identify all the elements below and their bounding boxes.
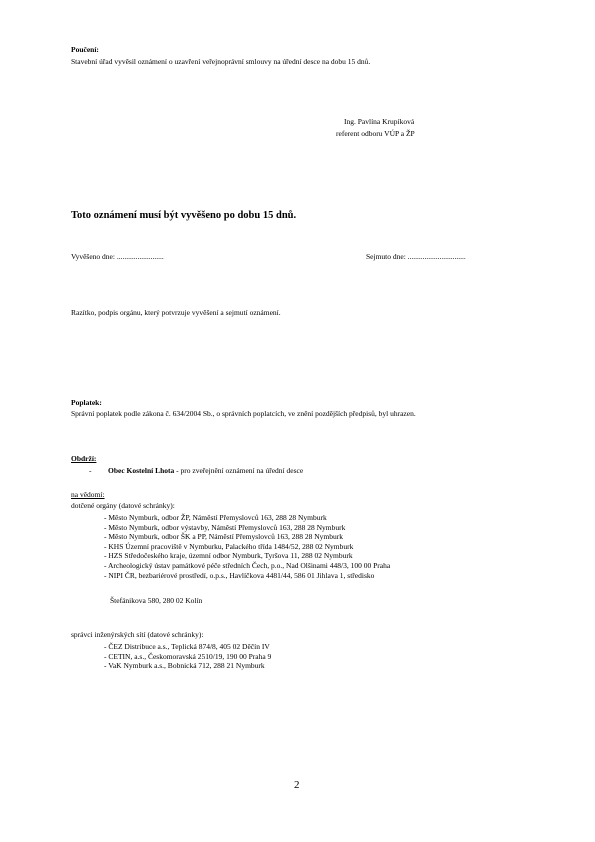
obdrzi-item [108, 466, 303, 476]
stamp-note: Razítko, podpis orgánu, který potvrzuje vyvěšení a sejmutí oznámení. [71, 308, 281, 317]
list-item: - KHS Územní pracoviště v Nymburku, Palackého třída 1484/52, 288 02 Nymburk [104, 541, 354, 551]
spravci-list [104, 642, 271, 671]
poplatek-title: Poplatek: [71, 398, 102, 407]
list-item: - CETIN, a.s., Českomoravská 2510/19, 190 00 Praha 9 [104, 651, 272, 661]
obdrzi-item-purpose: - pro zveřejnění oznámení na úřední desce [174, 466, 304, 475]
dotcene-list [104, 513, 390, 580]
signature-role: referent odboru VÚP a ŽP [336, 129, 415, 138]
obdrzi-title: Obdrží: [71, 454, 97, 463]
poucen-text: Stavební úřad vyvěsil oznámení o uzavření veřejnoprávní smlouvy na úřední desce na dobu 15 dnů. [71, 57, 371, 66]
poucen-title: Poučení: [71, 45, 99, 54]
list-item: - Město Nymburk, odbor ŽP, Náměstí Přemyslovců 163, 288 28 Nymburk [104, 513, 327, 522]
vyveseno-field: Vyvěšeno dne: ......................... [71, 252, 164, 261]
obdrzi-item-name: Obec Kostelní Lhota [108, 466, 175, 475]
list-item: - NIPI ČR, bezbariérové prostředí, o.p.s., Havlíčkova 4481/44, 586 01 Jihlava 1, středisko [104, 570, 375, 580]
list-item: - HZS Středočeského kraje, územní odbor Nymburk, Tyršova 11, 288 02 Nymburk [104, 551, 353, 561]
signature-name: Ing. Pavlína Krupíková [344, 117, 415, 126]
spravci-label: správci inženýrských sítí (datové schránky): [71, 630, 204, 639]
obdrzi-dash: - [89, 466, 92, 475]
sejmuto-field: Sejmuto dne: ............................... [366, 252, 466, 261]
na-vedomi-label: na vědomí: [71, 490, 105, 499]
notice-heading: Toto oznámení musí být vyvěšeno po dobu 15 dnů. [71, 210, 297, 221]
page-number: 2 [294, 779, 300, 791]
list-item: - Archeologický ústav památkové péče středních Čech, p.o., Nad Olšinami 448/3, 100 00 Praha [104, 560, 391, 570]
list-item: - ČEZ Distribuce a.s., Teplická 874/8, 405 02 Děčín IV [104, 642, 270, 651]
dotcene-label: dotčené orgány (datové schránky): [71, 501, 175, 510]
list-item: - Město Nymburk, odbor výstavby, Náměstí Přemyslovců 163, 288 28 Nymburk [104, 522, 346, 532]
list-item: - Město Nymburk, odbor ŠK a PP, Náměstí Přemyslovců 163, 288 28 Nymburk [104, 532, 343, 542]
poplatek-text: Správní poplatek podle zákona č. 634/2004 Sb., o správních poplatcích, ve znění pozdějších předpisů, byl uhrazen. [71, 409, 416, 418]
dotcene-continuation: Štefánikova 580, 280 02 Kolín [110, 596, 203, 605]
list-item: - VaK Nymburk a.s., Bobnická 712, 288 21 Nymburk [104, 661, 265, 671]
